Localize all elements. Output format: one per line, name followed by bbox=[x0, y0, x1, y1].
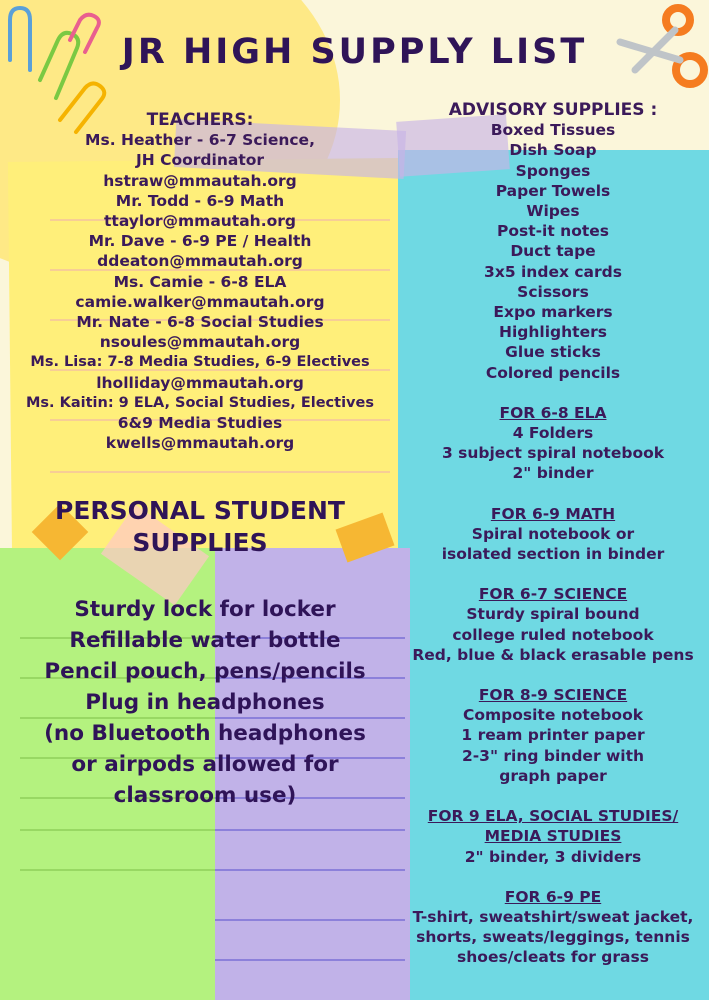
personal-title-line: PERSONAL STUDENT bbox=[55, 496, 345, 525]
section-item: T-shirt, sweatshirt/sweat jacket, bbox=[412, 907, 694, 926]
section-item: Composite notebook bbox=[462, 706, 644, 725]
section-title-6-9-pe: FOR 6-9 PE bbox=[504, 887, 602, 906]
advisory-header: ADVISORY SUPPLIES : bbox=[448, 100, 658, 120]
teachers-section bbox=[10, 110, 390, 453]
personal-item: Pencil pouch, pens/pencils bbox=[44, 659, 366, 684]
teacher-line: Ms. Kaitin: 9 ELA, Social Studies, Electives bbox=[26, 394, 374, 411]
section-item: Red, blue & black erasable pens bbox=[412, 645, 694, 664]
section-item: Sturdy spiral bound bbox=[466, 605, 640, 624]
advisory-item: Dish Soap bbox=[509, 141, 597, 160]
advisory-item: Post-it notes bbox=[496, 222, 610, 241]
teacher-line: JH Coordinator bbox=[135, 151, 265, 170]
advisory-section bbox=[400, 100, 706, 968]
teacher-line: Ms. Heather - 6-7 Science, bbox=[85, 131, 315, 150]
teacher-line: 6&9 Media Studies bbox=[117, 414, 283, 433]
teacher-line: Ms. Lisa: 7-8 Media Studies, 6-9 Electives bbox=[30, 354, 370, 371]
section-item: 2" binder, 3 dividers bbox=[464, 847, 642, 866]
section-title-6-8-ela: FOR 6-8 ELA bbox=[499, 403, 607, 422]
teacher-email: hstraw@mmautah.org bbox=[103, 171, 297, 190]
section-title-media-studies: MEDIA STUDIES bbox=[484, 827, 622, 846]
advisory-item: Colored pencils bbox=[485, 363, 621, 382]
page-title: JR HIGH SUPPLY LIST bbox=[121, 32, 588, 72]
teacher-line: Mr. Nate - 6-8 Social Studies bbox=[76, 313, 324, 332]
section-title-8-9-science: FOR 8-9 SCIENCE bbox=[478, 686, 628, 705]
teacher-email: ttaylor@mmautah.org bbox=[104, 212, 296, 231]
section-item: 1 ream printer paper bbox=[461, 726, 645, 745]
section-item: graph paper bbox=[499, 766, 607, 785]
advisory-item: Wipes bbox=[526, 202, 580, 221]
teacher-email: lholliday@mmautah.org bbox=[96, 373, 304, 392]
advisory-item: Expo markers bbox=[493, 303, 613, 322]
section-item: college ruled notebook bbox=[452, 625, 654, 644]
personal-item: or airpods allowed for bbox=[71, 752, 339, 777]
teacher-email: ddeaton@mmautah.org bbox=[97, 252, 303, 271]
personal-item: Refillable water bottle bbox=[69, 628, 341, 653]
advisory-item: Scissors bbox=[517, 282, 589, 301]
personal-item: classroom use) bbox=[113, 783, 297, 808]
personal-item: Plug in headphones bbox=[85, 690, 325, 715]
personal-supplies-title bbox=[20, 495, 380, 559]
teacher-email: camie.walker@mmautah.org bbox=[75, 292, 325, 311]
teachers-header: TEACHERS: bbox=[146, 110, 254, 130]
section-item: 4 Folders bbox=[512, 424, 594, 443]
advisory-item: Duct tape bbox=[510, 242, 596, 261]
advisory-item: 3x5 index cards bbox=[484, 262, 622, 281]
advisory-item: Boxed Tissues bbox=[490, 121, 616, 140]
section-title-9-ela-social-studies: FOR 9 ELA, SOCIAL STUDIES/ bbox=[427, 807, 679, 826]
section-item: 2" binder bbox=[512, 464, 594, 483]
section-item: 3 subject spiral notebook bbox=[441, 444, 665, 463]
section-title-6-9-math: FOR 6-9 MATH bbox=[490, 504, 616, 523]
advisory-item: Highlighters bbox=[499, 323, 607, 342]
teacher-email: nsoules@mmautah.org bbox=[99, 333, 301, 352]
advisory-item: Glue sticks bbox=[505, 343, 601, 362]
section-item: isolated section in binder bbox=[441, 545, 665, 564]
section-item: shoes/cleats for grass bbox=[457, 948, 649, 967]
teacher-line: Mr. Dave - 6-9 PE / Health bbox=[88, 232, 312, 251]
advisory-item: Sponges bbox=[515, 161, 591, 180]
section-item: Spiral notebook or bbox=[471, 524, 635, 543]
section-title-6-7-science: FOR 6-7 SCIENCE bbox=[478, 585, 628, 604]
advisory-item: Paper Towels bbox=[495, 181, 611, 200]
section-item: shorts, sweats/leggings, tennis bbox=[416, 928, 690, 947]
personal-item: Sturdy lock for locker bbox=[74, 597, 336, 622]
teacher-line: Ms. Camie - 6-8 ELA bbox=[113, 272, 287, 291]
teacher-line: Mr. Todd - 6-9 Math bbox=[115, 191, 285, 210]
personal-item: (no Bluetooth headphones bbox=[44, 721, 366, 746]
teacher-email: kwells@mmautah.org bbox=[105, 434, 295, 453]
personal-supplies-list bbox=[10, 594, 400, 811]
personal-title-line: SUPPLIES bbox=[132, 528, 268, 557]
section-item: 2-3" ring binder with bbox=[461, 746, 645, 765]
